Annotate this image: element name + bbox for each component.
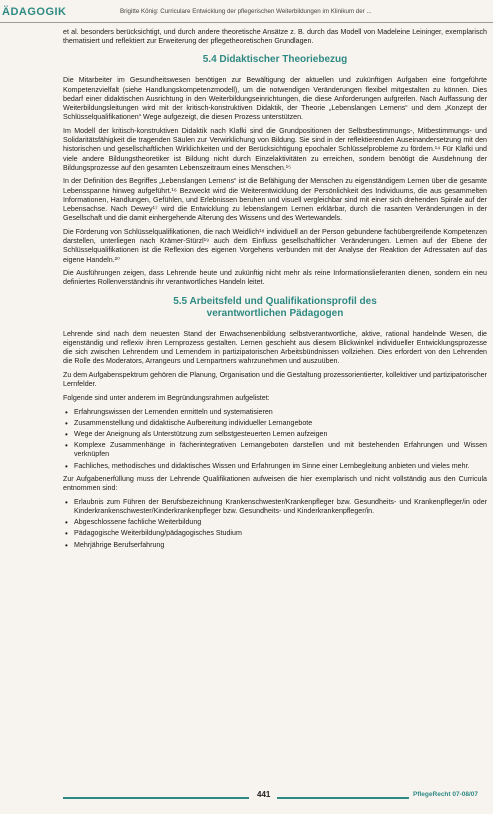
page-footer: [63, 790, 493, 804]
list-item: • Erfahrungswissen der Lernenden ermitteln und systematisieren: [63, 408, 487, 417]
paragraph: Zur Aufgabenerfüllung muss der Lehrende Qualifikationen aufweisen die hier exemplarisch und nicht vollständig aus den Curricula entnommen sind:: [63, 474, 487, 493]
paragraph: Zu dem Aufgabenspektrum gehören die Planung, Organisation und die Gestaltung prozessorientierter, kollektiver und partizipatorischer Lernfelder.: [63, 370, 487, 389]
section-label: ÄDAGOGIK: [2, 6, 67, 18]
list-item: • Wege der Aneignung als Unterstützung zum selbstgesteuerten Lernen aufzeigen: [63, 430, 487, 439]
paragraph: Folgende sind unter anderem im Begründungsrahmen aufgelistet:: [63, 393, 270, 402]
paragraph: Im Modell der kritisch-konstruktiven Didaktik nach Klafki sind die Grundpositionen der Selbstbestimmungs-, Mitbestimmungs- und Solidaritätsfähigkeit die tragenden Säulen zur Verwirklichung von Bildung. Sie sind in der reflektierenden Auseinandersetzung mit den historischen und gesellschaftlichen Wirklichkeiten und der Berücksichtigung epochaler Schlüsselprobleme zu fördern.¹⁴ Für Klafki und viele andere Bildungstheoretiker ist Bildung nicht durch Einzelaktivitäten zu erreichen, sondern benötigt die Ausdehnung der Bildungsprozesse auf den gesamten Lebenszeitraum eines Menschen.¹⁵: [63, 126, 487, 172]
qualification-list: [63, 498, 487, 550]
intro-paragraph: et al. besonders berücksichtigt, und durch andere theoretische Ansätze z. B. durch das Modell von Madeleine Leininger, exemplarisch thematisiert und reflektiert zur Erweiterung der pflegetheoretischen Grundlagen.: [63, 28, 487, 46]
page-number: 441: [257, 790, 271, 799]
list-item: • Fachliches, methodisches und didaktisches Wissen und Erfahrungen im Sinne einer Lernbegleitung anbieten und vieles mehr.: [63, 462, 487, 471]
list-item: • Zusammenstellung und didaktische Aufbereitung individueller Lernangebote: [63, 419, 487, 428]
paragraph: Lehrende sind nach dem neuesten Stand der Erwachsenenbildung selbstverantwortliche, aktive, rational handelnde Wesen, die eigenständig und reflexiv ihren Lernprozess gestalten. Lernen geschieht aus diesem Blickwinkel individueller Entwicklungsprozesse die sich zwischen Lehrendem und Lernendem in partizipatorischen Arbeitsbündnissen vollziehen. Dies erfordert von den Lehrenden die Rolle des Moderators, Arrangeurs und Lernpartners wahrzunehmen und auszuüben.: [63, 329, 487, 366]
list-item: • Mehrjährige Berufserfahrung: [63, 541, 487, 550]
list-item: • Abgeschlossene fachliche Weiterbildung: [63, 518, 487, 527]
paragraph: In der Definition des Begriffes „Lebenslangen Lernens“ ist die Befähigung der Menschen zu eigenständigem Lernen über die gesamte Lebensspanne hinweg aufgeführt.¹⁶ Bezweckt wird die Weiterentwicklung der Persönlichkeit des Individuums, die aus gesammelten Informationen, Handlungen, Gefühlen, und Erlebnissen beruhen und visuell vergleichbar sind mit einer sich drehenden Spirale auf der Lebensachse. Nach Dewey¹⁷ wird die Entwicklung zu lebenslangem Lernen erklärbar, durch die rasanten Veränderungen in der Gesellschaft und die damit einhergehende Alterung des Wissens und des Wertewandels.: [63, 177, 487, 223]
running-head: Brigitte König: Curriculare Entwicklung der pflegerischen Weiterbildungen im Klinikum der ...: [120, 8, 372, 15]
paragraph: Die Ausführungen zeigen, dass Lehrende heute und zukünftig nicht mehr als reine Informationslieferanten dienen, sondern ein neu definiertes Rollenverständnis ihr verantwortliches Handeln leitet.: [63, 269, 487, 287]
footer-rule-left: [63, 797, 249, 799]
task-list: [63, 408, 487, 471]
footer-rule-right: [277, 797, 409, 799]
page-header: [0, 0, 493, 23]
section-heading-line: 5.5 Arbeitsfeld und Qualifikationsprofil des: [173, 295, 377, 307]
section-heading-5-4: 5.4 Didaktischer Theoriebezug: [202, 54, 348, 66]
list-item: • Pädagogische Weiterbildung/pädagogisches Studium: [63, 529, 487, 538]
section-heading-line: verantwortlichen Pädagogen: [206, 307, 344, 319]
list-item: • Komplexe Zusammenhänge in fächerintegrativen Lernangeboten darstellen und mit bestehenden Erfahrungen und Wissen verknüpfen: [63, 441, 487, 459]
paragraph: Die Förderung von Schlüsselqualifikationen, die nach Weidlich¹⁸ individuell an der Person gebundene fachübergreifende Kompetenzen darstellen, unterliegen nach Krämer-Stürzl¹⁹ auch dem Einfluss gesellschaftlicher Veränderungen. Lernen auf der Ebene der Schlüsselqualifikationen ist die Reflexion des eigenen Vorgehens verbunden mit der Analyse der Reaktion der Adressaten auf das eigene Handeln.²⁰: [63, 227, 487, 264]
section-heading-5-5: [63, 296, 487, 320]
journal-name: PflegeRecht 07-08/07: [413, 791, 479, 798]
list-item: • Erlaubnis zum Führen der Berufsbezeichnung Krankenschwester/Krankenpfleger bzw. Gesundheits- und Krankenpfleger/in oder Kinderkrankenschwester/Kinderkrankenpfleger bzw. Gesundheits- und Kinderkrankenpfleger/in.: [63, 498, 487, 516]
article-body: [63, 28, 487, 554]
paragraph: Die Mitarbeiter im Gesundheitswesen benötigen zur Bewältigung der aktuellen und zukünftigen Aufgaben eine fortgeführte Kompetenzvielfalt (siehe Handlungskompetenzmodell), um die notwendigen Veränderungen flexibel mitgestalten zu können. Dies bedarf einer didaktischen Ausrichtung in den Weiterbildungseinrichtungen, die diese Anforderungen aufgreifen. Nach Auffassung der Weiterbildungsleitungen wird mit der kritisch-konstruktiven Didaktik, der Theorie „Lebenslangen Lernens“ und dem „Konzept der Schlüsselqualifikationen“ Wege aufgezeigt, die diesen Prozess unterstützen.: [63, 76, 487, 122]
